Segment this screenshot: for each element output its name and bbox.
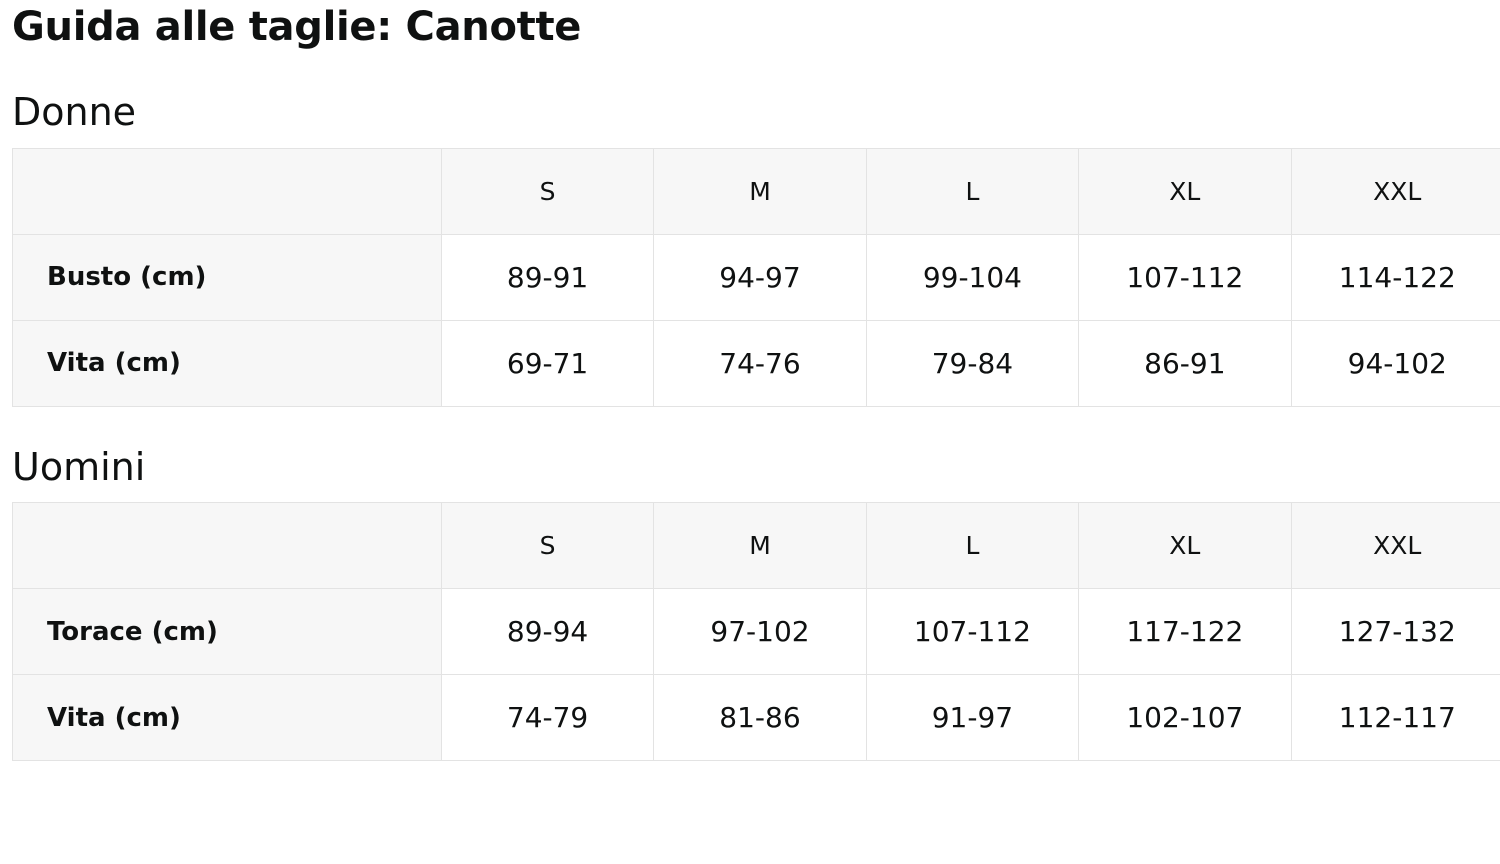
men-chest-m: 97-102: [654, 589, 866, 675]
men-row-label-chest: Torace (cm): [13, 589, 442, 675]
women-size-table: [12, 148, 1500, 407]
table-header-row: [13, 503, 1500, 589]
men-waist-s: 74-79: [441, 675, 653, 761]
women-col-header-l: L: [866, 148, 1078, 234]
table-row: [13, 320, 1500, 406]
women-size-table-wrapper: [12, 148, 1492, 407]
men-col-header-m: M: [654, 503, 866, 589]
women-bust-xxl: 114-122: [1291, 234, 1500, 320]
men-size-table: [12, 502, 1500, 761]
page-title: Guida alle taglie: Canotte: [12, 2, 1492, 52]
women-table-corner: [13, 148, 442, 234]
women-bust-s: 89-91: [441, 234, 653, 320]
table-row: [13, 675, 1500, 761]
section-heading-men: Uomini: [12, 445, 1492, 491]
men-chest-l: 107-112: [866, 589, 1078, 675]
women-col-header-s: S: [441, 148, 653, 234]
women-row-label-bust: Busto (cm): [13, 234, 442, 320]
men-waist-m: 81-86: [654, 675, 866, 761]
women-bust-m: 94-97: [654, 234, 866, 320]
men-table-head: [13, 503, 1500, 589]
section-heading-women: Donne: [12, 90, 1492, 136]
men-col-header-l: L: [866, 503, 1078, 589]
men-col-header-xxl: XXL: [1291, 503, 1500, 589]
men-table-body: [13, 589, 1500, 761]
table-row: [13, 234, 1500, 320]
women-table-body: [13, 234, 1500, 406]
women-waist-xl: 86-91: [1079, 320, 1291, 406]
men-waist-xxl: 112-117: [1291, 675, 1500, 761]
women-bust-l: 99-104: [866, 234, 1078, 320]
men-waist-xl: 102-107: [1079, 675, 1291, 761]
women-col-header-xl: XL: [1079, 148, 1291, 234]
women-col-header-xxl: XXL: [1291, 148, 1500, 234]
men-col-header-xl: XL: [1079, 503, 1291, 589]
men-chest-xl: 117-122: [1079, 589, 1291, 675]
women-col-header-m: M: [654, 148, 866, 234]
women-row-label-waist: Vita (cm): [13, 320, 442, 406]
men-size-table-wrapper: [12, 502, 1492, 761]
men-waist-l: 91-97: [866, 675, 1078, 761]
size-guide-page: [0, 2, 1500, 761]
women-waist-xxl: 94-102: [1291, 320, 1500, 406]
men-col-header-s: S: [441, 503, 653, 589]
women-table-head: [13, 148, 1500, 234]
women-waist-s: 69-71: [441, 320, 653, 406]
men-table-corner: [13, 503, 442, 589]
men-row-label-waist: Vita (cm): [13, 675, 442, 761]
men-chest-xxl: 127-132: [1291, 589, 1500, 675]
women-bust-xl: 107-112: [1079, 234, 1291, 320]
table-row: [13, 589, 1500, 675]
women-waist-m: 74-76: [654, 320, 866, 406]
women-waist-l: 79-84: [866, 320, 1078, 406]
table-header-row: [13, 148, 1500, 234]
men-chest-s: 89-94: [441, 589, 653, 675]
